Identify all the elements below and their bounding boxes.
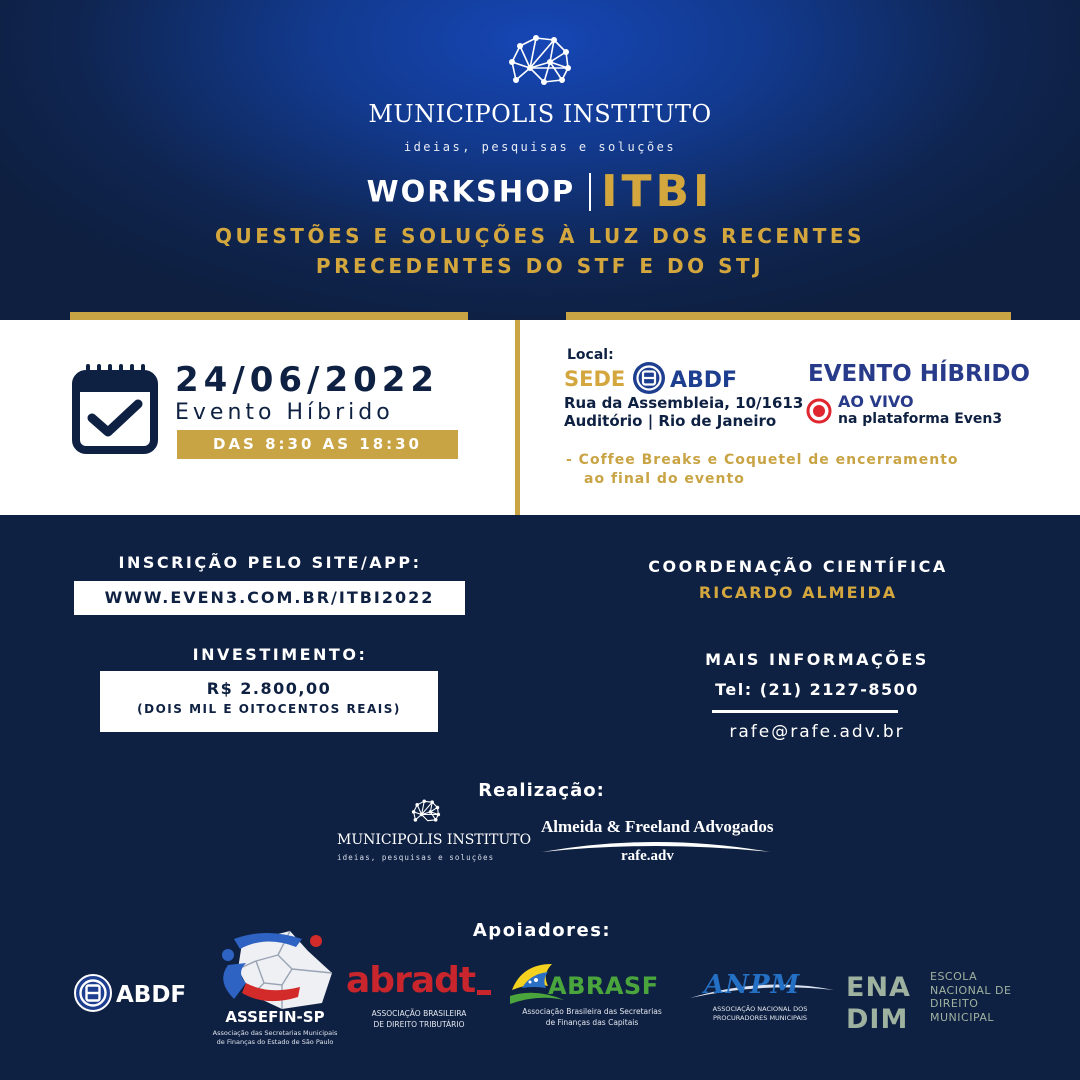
organizer-municipolis-tagline: ideias, pesquisas e soluções (337, 853, 495, 862)
abrasf-name: ABRASF (548, 972, 659, 1000)
abrasf-subtitle-2: de Finanças das Capitais (545, 1018, 639, 1027)
ena-mark-top: ENA (846, 972, 911, 1003)
abrasf-subtitle-1: Associação Brasileira das Secretarias (522, 1007, 662, 1016)
institute-tagline: ideias, pesquisas e soluções (403, 140, 677, 154)
anpm-subtitle-1: ASSOCIAÇÃO NACIONAL DOS (712, 1005, 808, 1013)
organizer-municipolis-name: MUNICIPOLIS INSTITUTO (337, 832, 532, 848)
supporters-label: Apoiadores: (472, 920, 612, 941)
gold-divider-vertical (515, 320, 520, 515)
abdf-logo (632, 361, 756, 395)
workshop-topic: ITBI (601, 166, 714, 217)
abradt-dash (477, 990, 491, 995)
abradt-name: abradt (346, 960, 476, 1001)
ena-line-3: DIREITO (930, 997, 979, 1010)
ena-school-name (930, 970, 1011, 1024)
address-line-2: Auditório | Rio de Janeiro (564, 412, 777, 430)
ena-mark-bottom: DIM (846, 1004, 909, 1030)
event-date: 24/06/2022 (175, 360, 440, 400)
event-time: DAS 8:30 AS 18:30 (177, 430, 458, 459)
calendar-check-icon (72, 362, 158, 454)
anpm-subtitle-2: PROCURADORES MUNICIPAIS (712, 1014, 808, 1022)
event-format: Evento Híbrido (175, 400, 394, 425)
gold-divider-left (70, 312, 468, 320)
more-info-label: MAIS INFORMAÇÕES (705, 650, 929, 669)
price-box (100, 671, 438, 732)
contact-phone[interactable]: Tel: (21) 2127-8500 (715, 680, 919, 699)
organizers-label: Realização: (478, 780, 605, 801)
hybrid-event-title: EVENTO HÍBRIDO (808, 361, 1030, 387)
platform-text: na plataforma Even3 (838, 411, 1003, 427)
contact-divider (712, 710, 898, 713)
coordinator-name: RICARDO ALMEIDA (698, 583, 898, 602)
brain-network-icon (411, 797, 441, 825)
subtitle-line-1: QUESTÕES E SOLUÇÕES À LUZ DOS RECENTES (215, 224, 865, 248)
registration-label: INSCRIÇÃO PELO SITE/APP: (118, 553, 422, 572)
price-value: R$ 2.800,00 (206, 679, 332, 698)
extras-line-2: ao final do evento (584, 471, 745, 487)
assefin-subtitle-1: Associação das Secretarias Municipais (212, 1029, 338, 1037)
extras-line-1: - Coffee Breaks e Coquetel de encerramento (566, 452, 959, 468)
anpm-name: ANPM (704, 970, 801, 1000)
ena-line-2: NACIONAL DE (930, 983, 1012, 997)
organizer-afa-name: Almeida & Freeland Advogados (541, 817, 774, 836)
ena-dim-logo (846, 970, 922, 1030)
gold-divider-right (566, 312, 1011, 320)
price-in-words: (DOIS MIL E OITOCENTOS REAIS) (137, 702, 401, 716)
address-line-1: Rua da Assembleia, 10/1613 (564, 394, 804, 412)
organizer-afa-mark: rafe.adv (621, 848, 674, 864)
abradt-subtitle-1: ASSOCIAÇÃO BRASILEIRA (371, 1009, 467, 1018)
sede-label: SEDE (564, 367, 626, 391)
abdf-logo-text: ABDF (670, 368, 738, 393)
registration-url[interactable]: WWW.EVEN3.COM.BR/ITBI2022 (74, 581, 465, 615)
assefin-name: ASSEFIN-SP (225, 1008, 325, 1026)
workshop-word: WORKSHOP (366, 174, 576, 209)
investment-label: INVESTIMENTO: (192, 645, 368, 664)
contact-email[interactable]: rafe@rafe.adv.br (729, 722, 905, 742)
abdf-logo (72, 972, 198, 1014)
workshop-title (0, 166, 1080, 217)
abdf-footer-text: ABDF (116, 982, 187, 1008)
local-label: Local: (567, 347, 614, 363)
coordination-label: COORDENAÇÃO CIENTÍFICA (648, 557, 948, 576)
record-icon (806, 398, 832, 424)
assefin-subtitle-2: de Finanças do Estado de São Paulo (216, 1038, 334, 1046)
abradt-subtitle-2: DE DIREITO TRIBUTÁRIO (373, 1020, 465, 1029)
title-divider (589, 173, 591, 211)
institute-name: MUNICIPOLIS INSTITUTO (368, 100, 712, 128)
live-label: AO VIVO (838, 392, 914, 411)
brain-network-icon (506, 32, 574, 88)
subtitle-line-2: PRECEDENTES DO STF E DO STJ (315, 254, 765, 278)
assefin-map-icon (212, 925, 338, 1011)
ena-line-1: ESCOLA (930, 970, 978, 983)
ena-line-4: MUNICIPAL (930, 1010, 995, 1024)
